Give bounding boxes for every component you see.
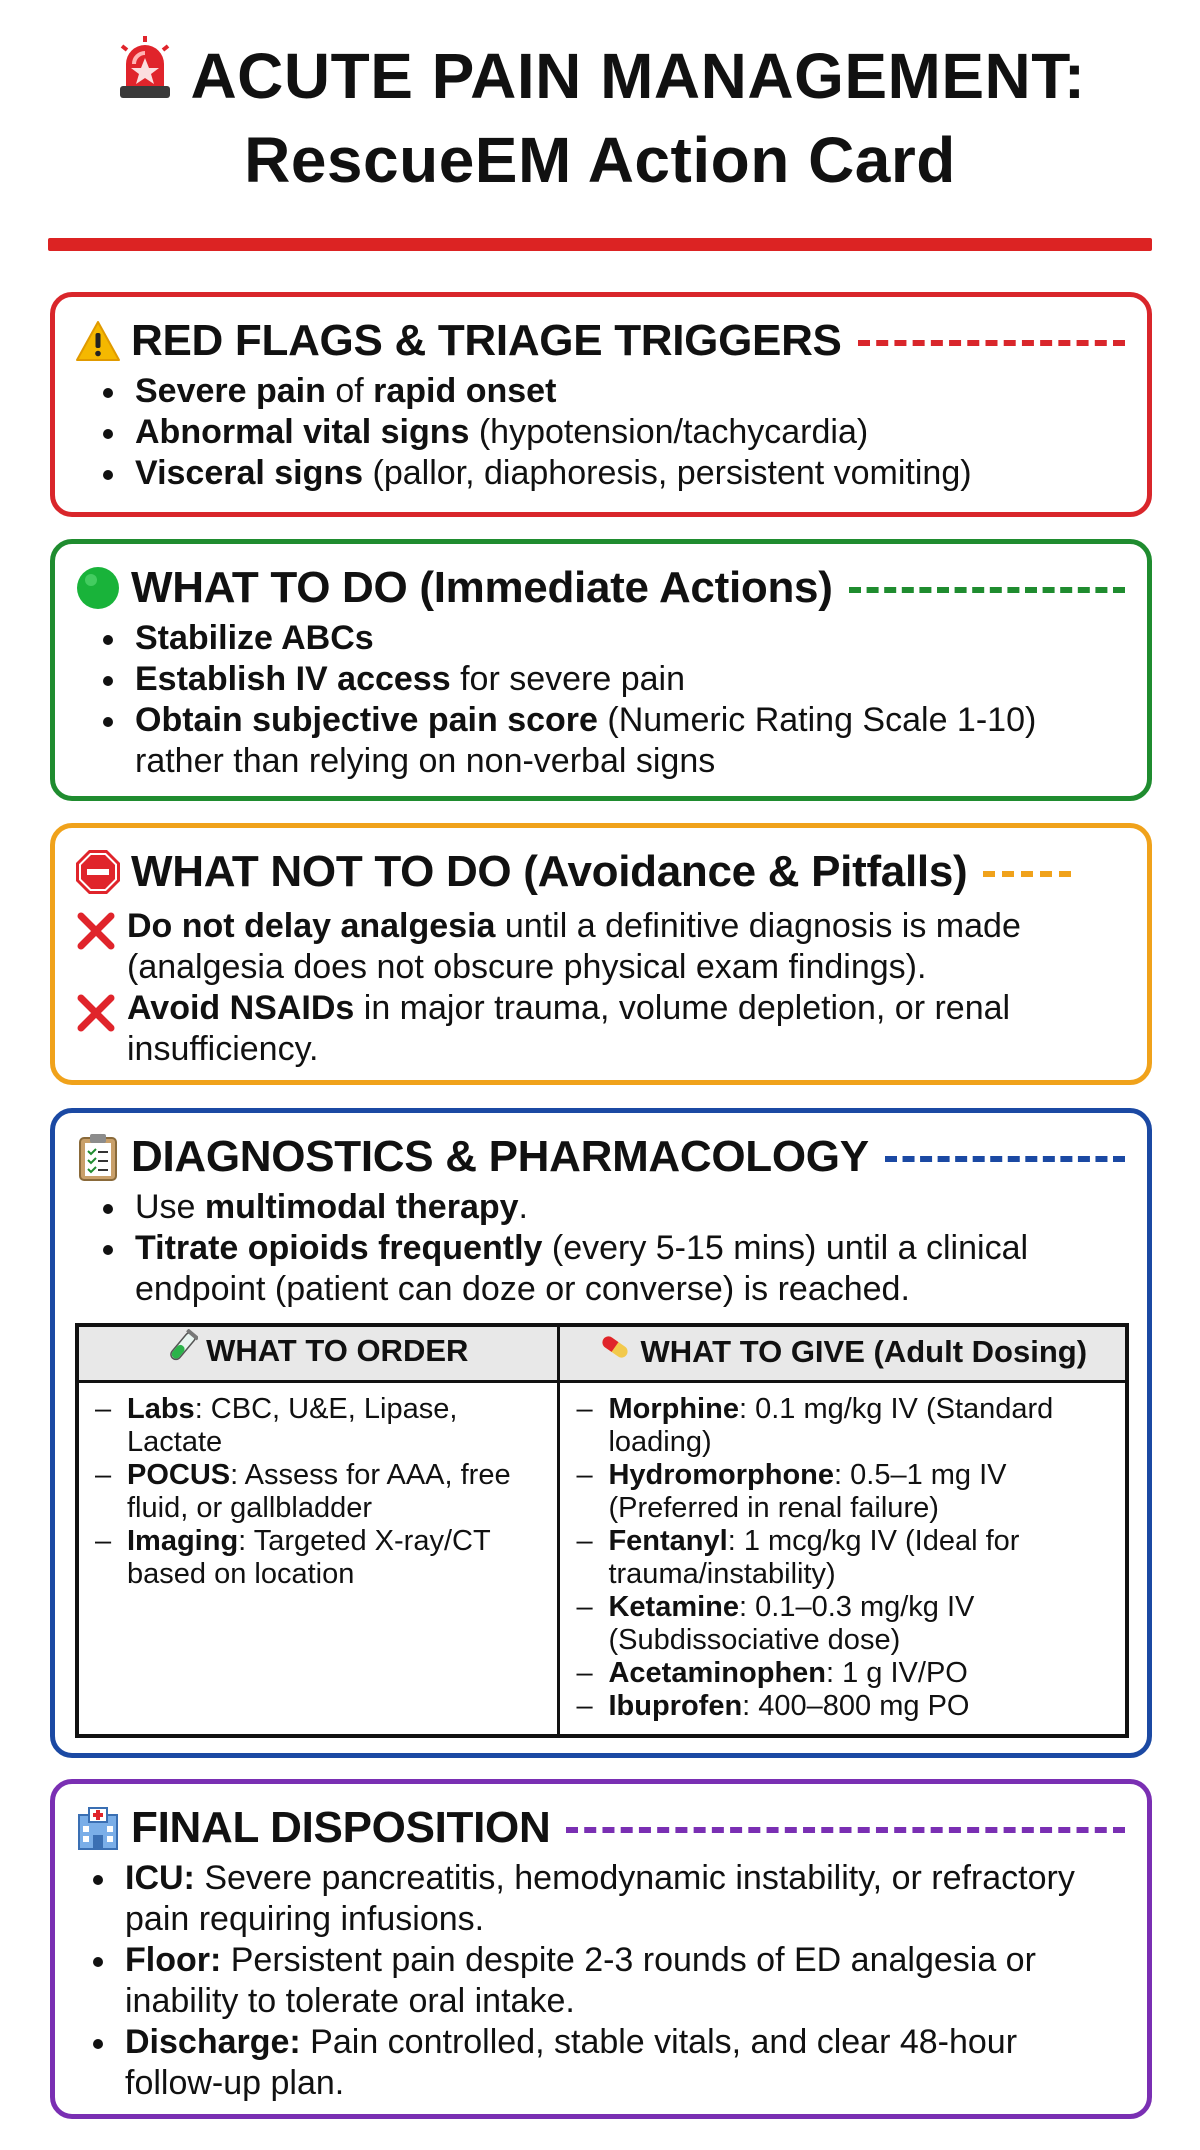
list-item: Discharge: Pain controlled, stable vitals, and clear 48-hour follow-up plan.	[85, 2022, 1123, 2104]
table-list-item: – Imaging: Targeted X-ray/CT based on location	[93, 1525, 543, 1591]
header-dashes	[849, 587, 1125, 593]
diagnostics-card	[50, 1108, 1152, 1758]
diagnostics-list	[95, 1187, 1123, 1310]
pill-icon	[598, 1332, 632, 1370]
what-to-do-list	[95, 618, 1123, 782]
list-item: Avoid NSAIDs in major trauma, volume depletion, or renal insufficiency.	[75, 988, 1123, 1070]
give-header-text: WHAT TO GIVE (Adult Dosing)	[640, 1333, 1088, 1369]
what-to-do-card	[50, 539, 1152, 801]
list-item: Do not delay analgesia until a definitive diagnosis is made (analgesia does not obscure physical exam findings).	[75, 906, 1123, 988]
what-to-do-header	[73, 560, 1125, 616]
diagnostics-title: DIAGNOSTICS & PHARMACOLOGY	[131, 1132, 869, 1181]
clipboard-icon	[73, 1132, 123, 1182]
title-text-1: ACUTE PAIN MANAGEMENT:	[190, 40, 1086, 112]
disposition-card	[50, 1779, 1152, 2119]
list-item: Floor: Persistent pain despite 2-3 rounds of ED analgesia or inability to tolerate oral intake.	[85, 1940, 1123, 2022]
green-circle-icon	[73, 563, 123, 613]
what-not-to-do-title: WHAT NOT TO DO (Avoidance & Pitfalls)	[131, 847, 968, 896]
order-column	[77, 1381, 559, 1736]
x-mark-icon	[75, 910, 117, 952]
table-list-item: – Labs: CBC, U&E, Lipase, Lactate	[93, 1393, 543, 1459]
disposition-list	[85, 1858, 1123, 2104]
siren-icon	[114, 34, 176, 116]
hospital-icon	[73, 1803, 123, 1853]
list-item: Establish IV access for severe pain	[95, 659, 1123, 700]
give-column	[559, 1381, 1127, 1736]
red-flags-list	[95, 371, 1123, 494]
x-mark-icon	[75, 992, 117, 1034]
table-list-item: – Ketamine: 0.1–0.3 mg/kg IV (Subdissociative dose)	[574, 1591, 1111, 1657]
stop-sign-icon	[73, 847, 123, 897]
header-dashes	[885, 1156, 1125, 1162]
table-list-item: – POCUS: Assess for AAA, free fluid, or gallbladder	[93, 1459, 543, 1525]
red-flags-title: RED FLAGS & TRIAGE TRIGGERS	[131, 316, 842, 365]
table-list-item: – Acetaminophen: 1 g IV/PO	[574, 1657, 1111, 1690]
list-item: Abnormal vital signs (hypotension/tachycardia)	[95, 412, 1123, 453]
what-to-do-title: WHAT TO DO (Immediate Actions)	[131, 563, 833, 612]
order-list	[93, 1393, 543, 1591]
red-flags-header	[73, 313, 1125, 369]
order-give-table	[75, 1323, 1129, 1738]
what-not-to-do-header	[73, 844, 1125, 900]
list-item: Severe pain of rapid onset	[95, 371, 1123, 412]
give-column-header	[559, 1325, 1127, 1381]
table-list-item: – Fentanyl: 1 mcg/kg IV (Ideal for trauma/instability)	[574, 1525, 1111, 1591]
page-title-line-2: RescueEM Action Card	[244, 124, 956, 197]
red-flags-card	[50, 292, 1152, 517]
diagnostics-header	[73, 1129, 1125, 1185]
order-header-text: WHAT TO ORDER	[206, 1333, 469, 1369]
warning-icon	[73, 316, 123, 366]
what-not-to-do-card	[50, 823, 1152, 1085]
table-list-item: – Hydromorphone: 0.5–1 mg IV (Preferred in renal failure)	[574, 1459, 1111, 1525]
header-dashes	[858, 340, 1125, 346]
list-item: Visceral signs (pallor, diaphoresis, persistent vomiting)	[95, 453, 1123, 494]
list-item: Stabilize ABCs	[95, 618, 1123, 659]
list-item: ICU: Severe pancreatitis, hemodynamic instability, or refractory pain requiring infusions.	[85, 1858, 1123, 1940]
test-tube-icon	[168, 1329, 198, 1371]
list-item: Obtain subjective pain score (Numeric Rating Scale 1-10) rather than relying on non-verbal signs	[95, 700, 1123, 782]
header-dashes	[566, 1827, 1125, 1833]
page-title-line-1	[0, 38, 1200, 122]
header-dashes	[983, 871, 1071, 877]
page-header	[0, 38, 1200, 198]
table-list-item: – Ibuprofen: 400–800 mg PO	[574, 1690, 1111, 1723]
list-item: Use multimodal therapy.	[95, 1187, 1123, 1228]
order-column-header	[77, 1325, 559, 1381]
table-list-item: – Morphine: 0.1 mg/kg IV (Standard loading)	[574, 1393, 1111, 1459]
title-divider	[48, 238, 1152, 251]
disposition-header	[73, 1800, 1125, 1856]
what-not-to-do-list	[75, 906, 1123, 1070]
list-item: Titrate opioids frequently (every 5-15 mins) until a clinical endpoint (patient can doze or converse) is reached.	[95, 1228, 1123, 1310]
disposition-title: FINAL DISPOSITION	[131, 1803, 551, 1852]
give-list	[574, 1393, 1111, 1723]
